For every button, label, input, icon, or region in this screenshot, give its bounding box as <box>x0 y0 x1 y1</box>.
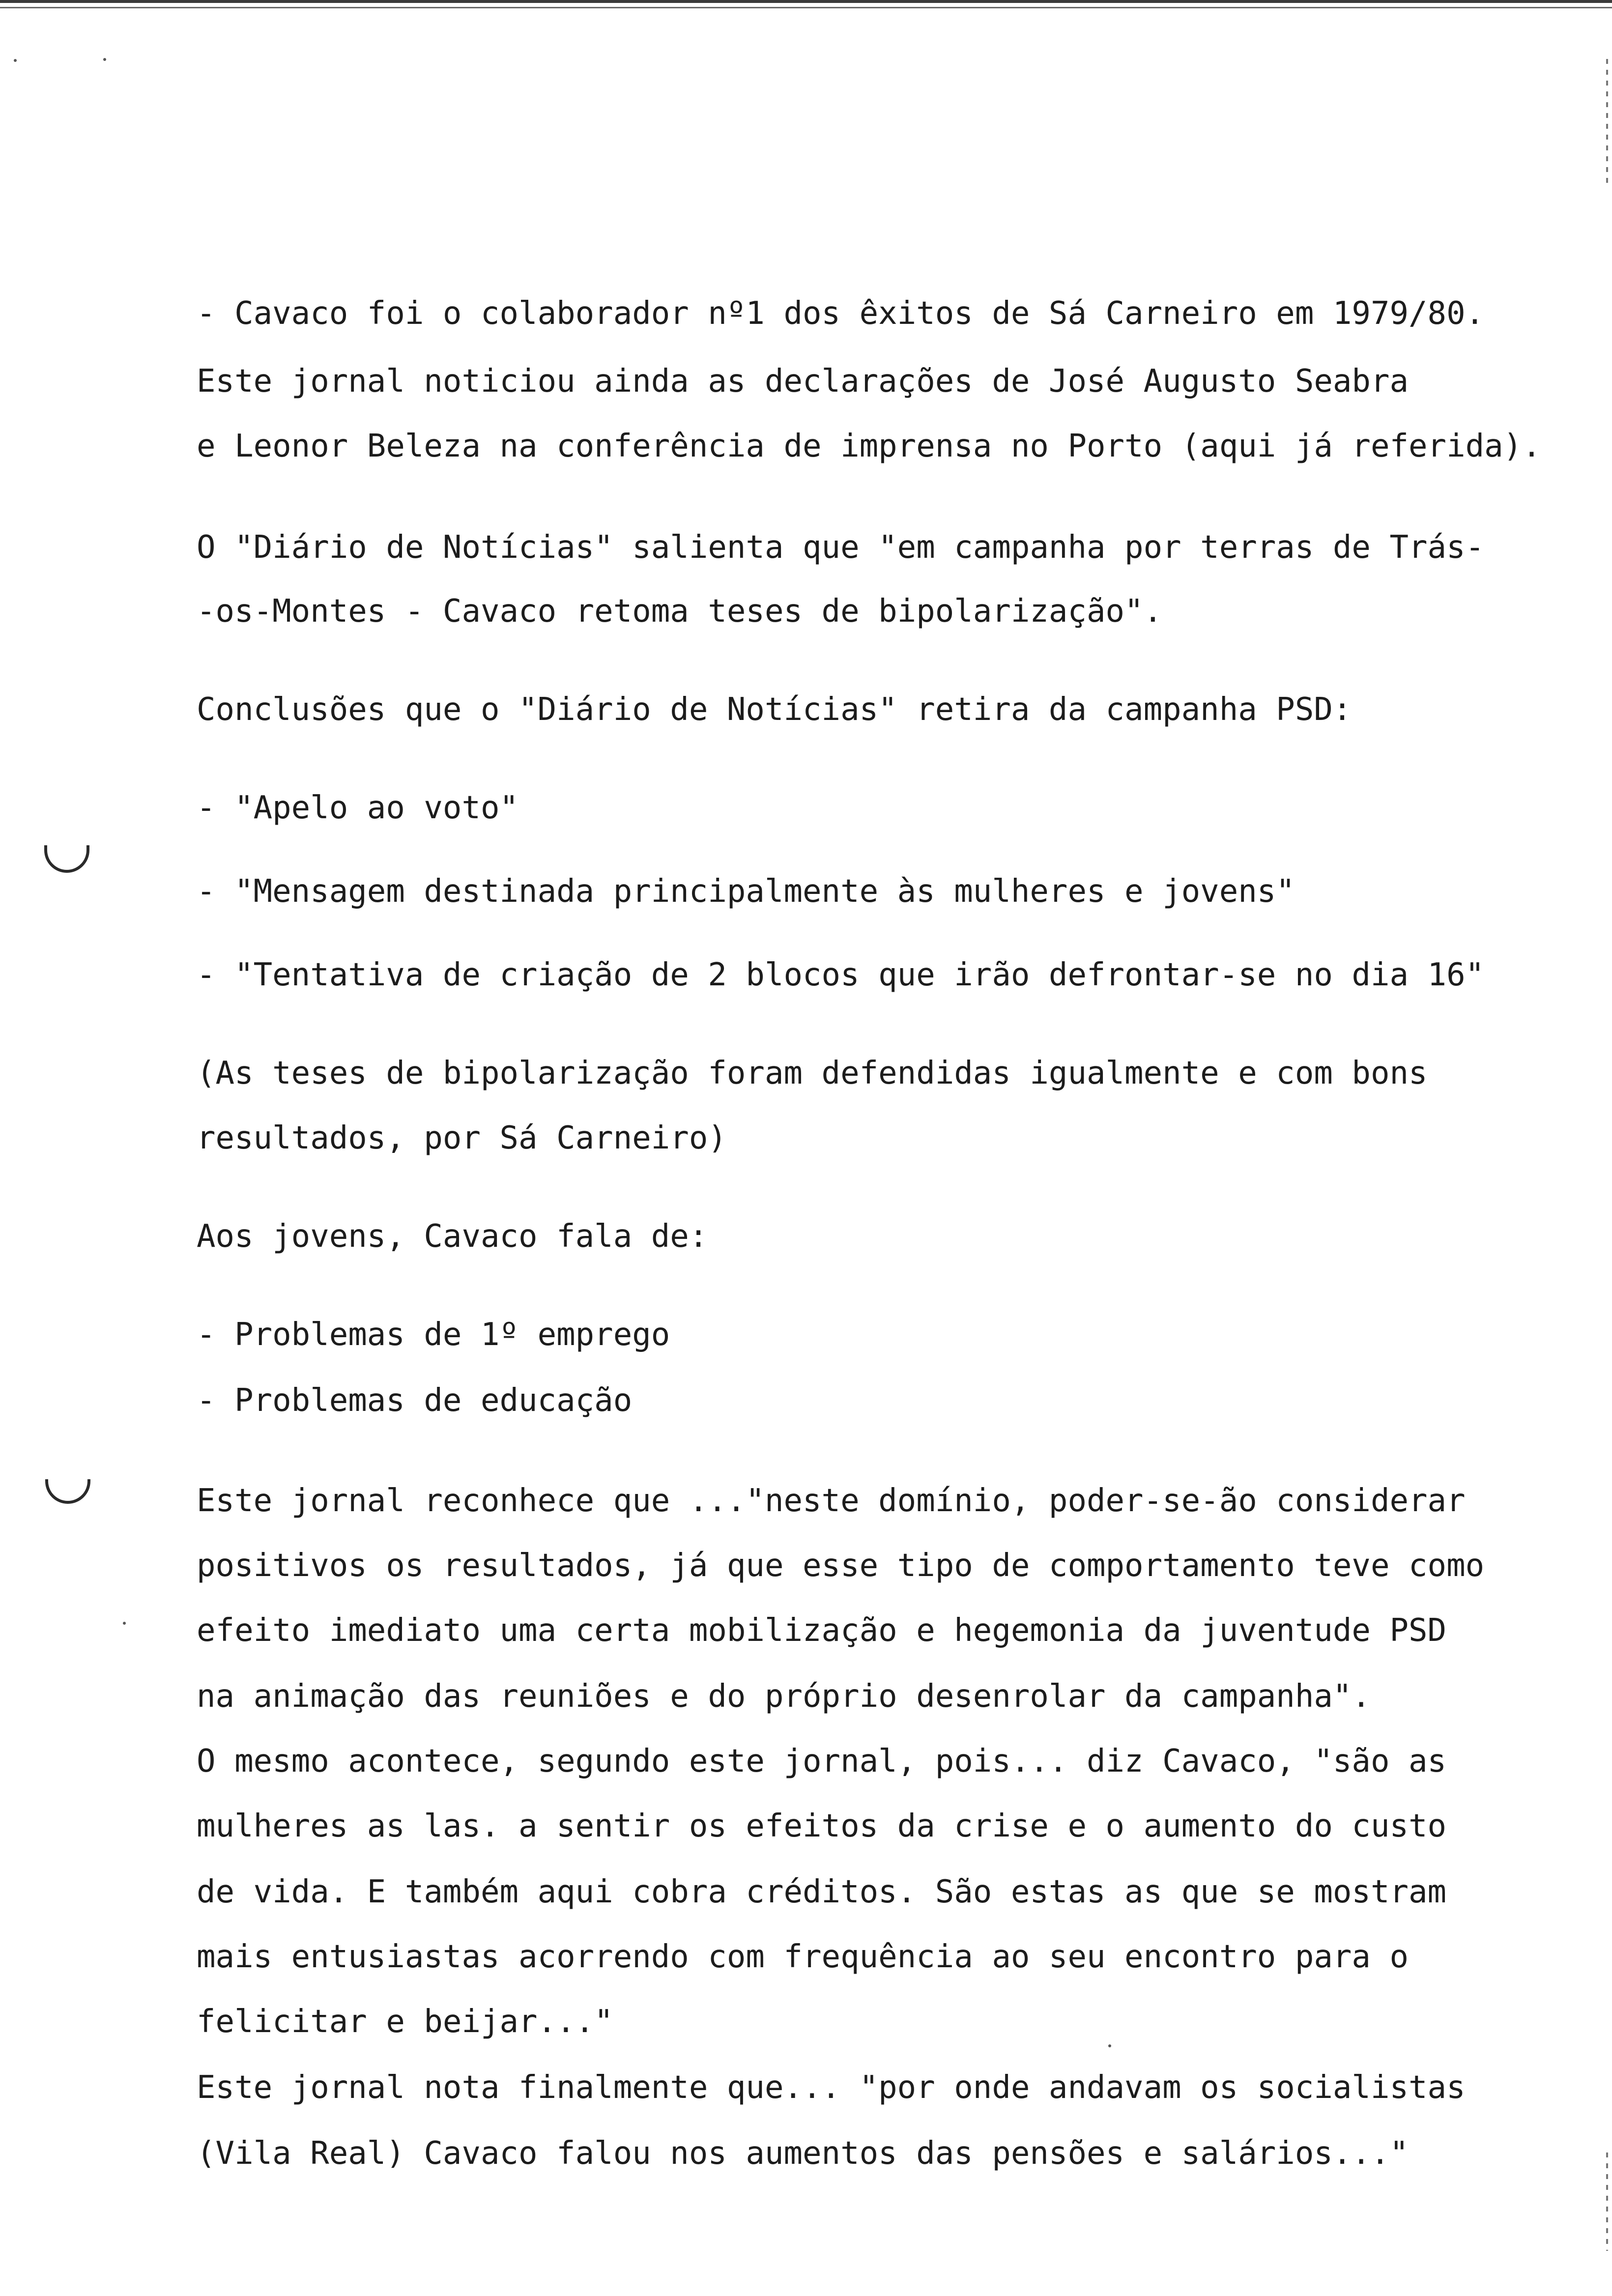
text-line: Este jornal noticiou ainda as declarações de José Augusto Seabra <box>197 363 1409 400</box>
list-item: - "Tentativa de criação de 2 blocos que irão defrontar-se no dia 16" <box>197 957 1485 993</box>
text-line: mulheres as las. a sentir os efeitos da crise e o aumento do custo <box>197 1808 1447 1844</box>
text-line: (Vila Real) Cavaco falou nos aumentos das pensões e salários..." <box>197 2135 1409 2172</box>
scan-speck <box>123 1622 126 1625</box>
list-item: - Problemas de educação <box>197 1382 633 1419</box>
text-line: efeito imediato uma certa mobilização e hegemonia da juventude PSD <box>197 1612 1447 1649</box>
text-line: Aos jovens, Cavaco fala de: <box>197 1218 708 1255</box>
text-line: de vida. E também aqui cobra créditos. São estas as que se mostram <box>197 1874 1447 1910</box>
text-line: Conclusões que o "Diário de Notícias" retira da campanha PSD: <box>197 691 1352 728</box>
text-line: na animação das reuniões e do próprio desenrolar da campanha". <box>197 1678 1371 1715</box>
text-line: O "Diário de Notícias" salienta que "em campanha por terras de Trás- <box>197 529 1485 566</box>
scan-edge-marks <box>1606 59 1608 187</box>
text-line: resultados, por Sá Carneiro) <box>197 1120 727 1156</box>
top-border-line <box>0 0 1612 3</box>
scan-edge-marks <box>1606 2152 1608 2251</box>
list-item: - Problemas de 1º emprego <box>197 1317 670 1353</box>
top-border-line-secondary <box>0 7 1612 8</box>
text-line: - Cavaco foi o colaborador nº1 dos êxitos de Sá Carneiro em 1979/80. <box>197 295 1485 332</box>
text-line: felicitar e beijar..." <box>197 2004 613 2040</box>
text-line: positivos os resultados, já que esse tipo de comportamento teve como <box>197 1548 1485 1584</box>
punch-hole-mark <box>45 1479 90 1504</box>
text-line: (As teses de bipolarização foram defendidas igualmente e com bons <box>197 1055 1428 1091</box>
text-line: -os-Montes - Cavaco retoma teses de bipolarização". <box>197 593 1163 630</box>
text-line: Este jornal reconhece que ..."neste domínio, poder-se-ão considerar <box>197 1483 1466 1519</box>
scan-speck <box>14 59 17 62</box>
list-item: - "Mensagem destinada principalmente às mulheres e jovens" <box>197 873 1295 910</box>
text-line: mais entusiastas acorrendo com frequência ao seu encontro para o <box>197 1939 1409 1975</box>
text-line: Este jornal nota finalmente que... "por onde andavam os socialistas <box>197 2069 1466 2106</box>
text-line: e Leonor Beleza na conferência de imprensa no Porto (aqui já referida). <box>197 428 1541 464</box>
list-item: - "Apelo ao voto" <box>197 790 519 826</box>
scan-speck <box>103 58 106 61</box>
punch-hole-mark <box>44 845 89 873</box>
text-line: O mesmo acontece, segundo este jornal, pois... diz Cavaco, "são as <box>197 1743 1447 1779</box>
